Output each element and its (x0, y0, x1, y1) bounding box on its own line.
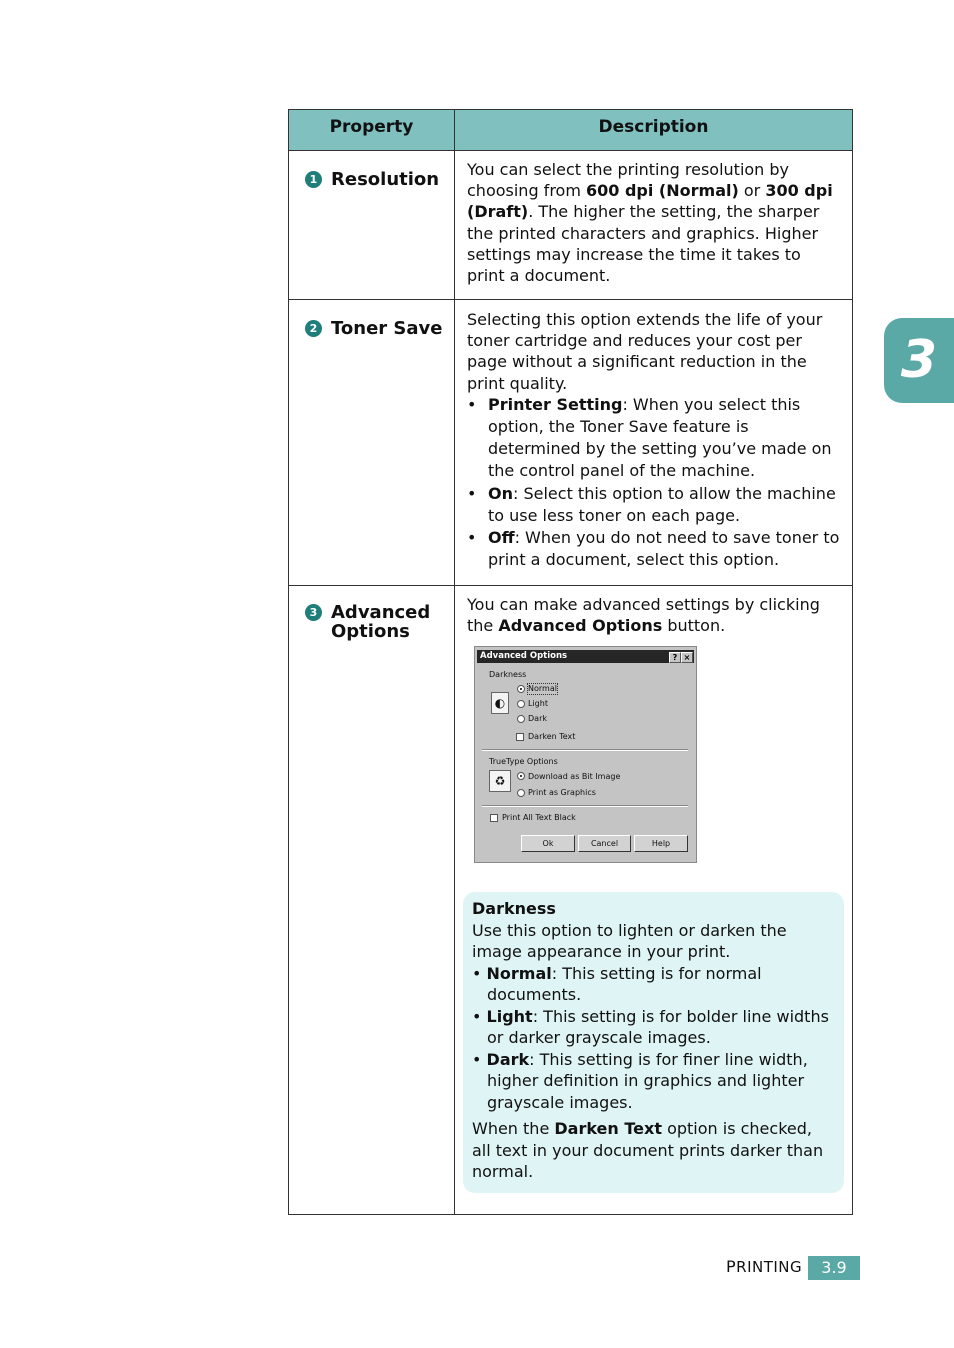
header-property: Property (329, 117, 414, 137)
note-outro: When the Darken Text option is checked, all text in your document prints darker than normal. (472, 1119, 824, 1181)
darkness-note: Darkness Use this option to lighten or darken the image appearance in your print. • Normal: This setting is for normal documents. • Light: This setting is for bolder line widths or darker grayscale images. • Dark: This setting is for finer line width, higher definition in graphics and lighter grayscale images. When the Darken Text option is checked, all text in your document prints darker than normal. (463, 892, 844, 1193)
row-divider (289, 585, 852, 586)
list-item: • Off: When you do not need to save toner to print a document, select this option. (467, 527, 842, 571)
download-bitimage-label: Download as Bit Image (528, 772, 621, 781)
property-resolution (305, 170, 439, 189)
darken-text-checkbox[interactable] (516, 733, 524, 741)
property-toner-save (305, 319, 442, 338)
property-label: Resolution (331, 169, 440, 190)
light-label: Light (528, 699, 548, 708)
number-badge: 3 (305, 604, 322, 621)
property-label: Toner Save (331, 318, 443, 339)
list-item: • On: Select this option to allow the machine to use less toner on each page. (467, 483, 842, 527)
dialog-title-bar (477, 650, 694, 663)
light-radio[interactable] (517, 700, 525, 708)
page-number: 3.9 (808, 1256, 860, 1280)
print-all-black-checkbox[interactable] (490, 814, 498, 822)
list-item: • Dark: This setting is for finer line width, (472, 1049, 808, 1069)
ok-button[interactable]: Ok (521, 835, 575, 852)
toner-save-options (467, 394, 842, 572)
normal-label: Normal (528, 684, 557, 693)
list-item: • Light: This setting is for bolder line widths (472, 1006, 829, 1026)
print-all-black-label: Print All Text Black (502, 813, 576, 822)
truetype-icon: ♻ (489, 770, 511, 792)
description-toner-save (467, 309, 842, 571)
help-button[interactable]: Help (634, 835, 688, 852)
dark-label: Dark (528, 714, 547, 723)
property-label: Advanced Options (331, 602, 431, 642)
column-divider (454, 110, 455, 1214)
print-graphics-label: Print as Graphics (528, 788, 596, 797)
darkness-icon: ◐ (491, 692, 509, 714)
number-badge: 2 (305, 320, 322, 337)
print-graphics-radio[interactable] (517, 789, 525, 797)
note-title: Darkness (472, 899, 556, 918)
number-badge: 1 (305, 171, 322, 188)
list-item: • Normal: This setting is for normal (472, 963, 762, 983)
darkness-group-label: Darkness (489, 670, 527, 679)
list-item: • Printer Setting: When you select this option, the Toner Save feature is determined by the setting you’ve made on the control panel of the machine. (467, 394, 842, 483)
header-description: Description (598, 117, 709, 137)
table-header (289, 110, 852, 151)
dialog-title: Advanced Options (480, 651, 568, 661)
property-advanced-options (305, 603, 441, 641)
close-title-button[interactable]: × (681, 652, 693, 663)
toner-save-intro: Selecting this option extends the life of your toner cartridge and reduces your cost per page without a significant reduction in the print quality. (467, 310, 823, 393)
footer-section: PRINTING (726, 1257, 803, 1276)
description-resolution: You can select the printing resolution by choosing from 600 dpi (Normal) or 300 dpi (Draft). The higher the setting, the sharper the printed characters and graphics. Higher settings may increase the time it takes to print a document. (467, 160, 833, 286)
description-advanced-options: You can make advanced settings by clicking the Advanced Options button. (467, 595, 820, 636)
cancel-button[interactable]: Cancel (578, 835, 631, 852)
dark-radio[interactable] (517, 715, 525, 723)
help-title-button[interactable]: ? (669, 652, 681, 663)
darken-text-label: Darken Text (528, 732, 576, 741)
row-divider (289, 299, 852, 300)
group-divider (482, 749, 688, 751)
normal-radio[interactable] (517, 685, 525, 693)
group-divider (482, 805, 688, 807)
note-intro: Use this option to lighten or darken the image appearance in your print. (472, 920, 787, 961)
download-bitimage-radio[interactable] (517, 772, 525, 780)
truetype-group-label: TrueType Options (489, 757, 558, 766)
chapter-number: 3 (900, 330, 938, 390)
